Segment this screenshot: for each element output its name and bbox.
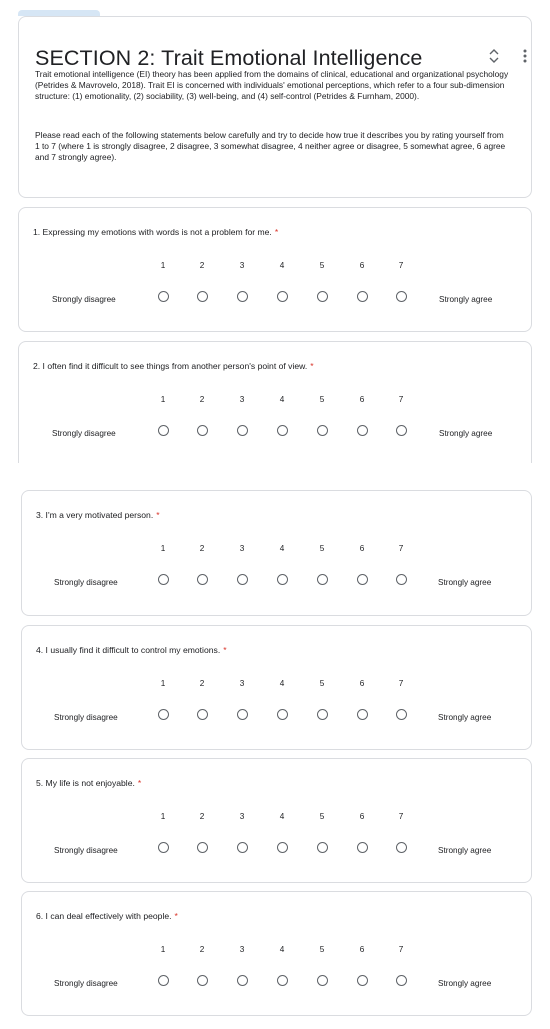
scale-number: 5 <box>319 679 325 688</box>
scale-number: 2 <box>199 812 205 821</box>
scale-high-label: Strongly agree <box>438 713 492 722</box>
section-description-2: Please read each of the following statements below carefully and try to decide how true it describes you by rating yourself from 1 to 7 (where 1 is strongly disagree, 2 disagree, 3 somewhat disagree, 4 neither agree or disagree, 5 somewhat agree, 6 agree and 7 strongly agree). <box>35 130 506 162</box>
required-asterisk: * <box>137 778 142 788</box>
section-description-1: Trait emotional intelligence (EI) theory has been applied from the domains of clinical, educational and organizational psychology (Petrides & Mavrovelo, 2018). Trait EI is concerned with individuals' emotional perceptions, which refer to a four sub-dimension structure: (1) emotionality, (2) sociability, (3) well-being, and (4) self-control (Petrides & Furnham, 2000). <box>35 69 509 101</box>
radio-option-4[interactable] <box>277 291 288 302</box>
required-asterisk: * <box>310 361 314 371</box>
radio-option-7[interactable] <box>396 291 407 302</box>
question-text <box>36 510 160 520</box>
question-text <box>33 227 278 237</box>
collapse-icon[interactable] <box>488 48 500 64</box>
radio-option-7[interactable] <box>396 574 407 585</box>
required-asterisk: * <box>223 645 227 655</box>
scale-number: 7 <box>398 544 404 553</box>
scale-number: 3 <box>239 261 245 270</box>
question-label: 3. I'm a very motivated person. <box>36 510 154 520</box>
radio-option-3[interactable] <box>237 574 248 585</box>
radio-option-3[interactable] <box>237 425 248 436</box>
radio-option-7[interactable] <box>396 975 407 986</box>
section-header-card <box>18 16 532 198</box>
scale-number: 6 <box>359 544 365 553</box>
scale-number: 5 <box>319 544 325 553</box>
radio-option-5[interactable] <box>317 709 328 720</box>
scale-number: 6 <box>359 812 365 821</box>
scale-number: 4 <box>279 679 285 688</box>
radio-option-5[interactable] <box>317 425 328 436</box>
scale-number: 5 <box>319 395 325 404</box>
scale-number: 5 <box>319 945 325 954</box>
scale-number: 1 <box>160 395 166 404</box>
scale-number: 4 <box>279 395 285 404</box>
question-label: 6. I can deal effectively with people. <box>36 911 172 921</box>
scale-number: 2 <box>199 544 205 553</box>
required-asterisk: * <box>274 227 279 237</box>
radio-option-2[interactable] <box>197 842 208 853</box>
question-card-3 <box>21 490 532 616</box>
scale-low-label: Strongly disagree <box>54 846 118 855</box>
scale-number: 5 <box>319 261 325 270</box>
scale-number: 4 <box>279 945 285 954</box>
radio-option-5[interactable] <box>317 842 328 853</box>
scale-high-label: Strongly agree <box>439 429 493 438</box>
scale-number: 1 <box>160 945 166 954</box>
radio-option-3[interactable] <box>237 975 248 986</box>
radio-option-7[interactable] <box>396 425 407 436</box>
question-text <box>36 778 141 788</box>
scale-number: 2 <box>199 395 205 404</box>
radio-option-4[interactable] <box>277 425 288 436</box>
radio-option-2[interactable] <box>197 975 208 986</box>
radio-option-3[interactable] <box>237 842 248 853</box>
radio-option-6[interactable] <box>357 709 368 720</box>
question-card-5 <box>21 758 532 883</box>
scale-high-label: Strongly agree <box>438 846 492 855</box>
scale-number: 1 <box>160 261 166 270</box>
scale-number: 1 <box>160 544 166 553</box>
scale-number: 4 <box>279 812 285 821</box>
radio-option-5[interactable] <box>317 574 328 585</box>
scale-number: 5 <box>319 812 325 821</box>
radio-option-2[interactable] <box>197 425 208 436</box>
scale-number: 7 <box>398 812 404 821</box>
radio-option-7[interactable] <box>396 709 407 720</box>
radio-option-2[interactable] <box>197 709 208 720</box>
scale-low-label: Strongly disagree <box>52 429 116 438</box>
radio-option-1[interactable] <box>158 291 169 302</box>
scale-number: 3 <box>239 679 245 688</box>
scale-high-label: Strongly agree <box>439 295 493 304</box>
radio-option-2[interactable] <box>197 291 208 302</box>
radio-option-1[interactable] <box>158 975 169 986</box>
scale-number: 7 <box>398 945 404 954</box>
scale-number: 6 <box>359 945 365 954</box>
required-asterisk: * <box>156 510 160 520</box>
scale-number: 1 <box>160 812 166 821</box>
question-card-4 <box>21 625 532 750</box>
question-card-6 <box>21 891 532 1016</box>
radio-option-1[interactable] <box>158 574 169 585</box>
radio-option-7[interactable] <box>396 842 407 853</box>
scale-number: 6 <box>359 261 365 270</box>
scale-low-label: Strongly disagree <box>52 295 116 304</box>
radio-option-6[interactable] <box>357 975 368 986</box>
scale-number: 3 <box>239 945 245 954</box>
screenshot-gap <box>0 463 550 479</box>
question-label: 2. I often find it difficult to see things from another person's point of view. <box>33 361 308 371</box>
scale-number: 4 <box>279 544 285 553</box>
question-text <box>36 645 227 655</box>
radio-option-4[interactable] <box>277 574 288 585</box>
scale-number: 7 <box>398 395 404 404</box>
radio-option-6[interactable] <box>357 574 368 585</box>
scale-low-label: Strongly disagree <box>54 578 118 587</box>
radio-option-5[interactable] <box>317 291 328 302</box>
radio-option-1[interactable] <box>158 842 169 853</box>
scale-high-label: Strongly agree <box>438 578 492 587</box>
radio-option-1[interactable] <box>158 425 169 436</box>
scale-number: 7 <box>398 679 404 688</box>
scale-number: 2 <box>199 679 205 688</box>
scale-low-label: Strongly disagree <box>54 713 118 722</box>
scale-high-label: Strongly agree <box>438 979 492 988</box>
scale-number: 4 <box>279 261 285 270</box>
radio-option-6[interactable] <box>357 291 368 302</box>
scale-low-label: Strongly disagree <box>54 979 118 988</box>
radio-option-3[interactable] <box>237 291 248 302</box>
scale-number: 3 <box>239 395 245 404</box>
scale-number: 6 <box>359 395 365 404</box>
required-asterisk: * <box>174 911 178 921</box>
more-vert-icon[interactable] <box>521 48 529 64</box>
radio-option-4[interactable] <box>277 842 288 853</box>
radio-option-4[interactable] <box>277 709 288 720</box>
question-label: 5. My life is not enjoyable. <box>36 778 135 788</box>
section-title: SECTION 2: Trait Emotional Intelligence <box>35 46 423 70</box>
scale-number: 1 <box>160 679 166 688</box>
question-label: 4. I usually find it difficult to control my emotions. <box>36 645 221 655</box>
question-text <box>33 361 314 371</box>
scale-number: 7 <box>398 261 404 270</box>
radio-option-4[interactable] <box>277 975 288 986</box>
radio-option-2[interactable] <box>197 574 208 585</box>
scale-number: 3 <box>239 812 245 821</box>
scale-number: 3 <box>239 544 245 553</box>
radio-option-5[interactable] <box>317 975 328 986</box>
radio-option-6[interactable] <box>357 842 368 853</box>
radio-option-6[interactable] <box>357 425 368 436</box>
radio-option-1[interactable] <box>158 709 169 720</box>
radio-option-3[interactable] <box>237 709 248 720</box>
scale-number: 6 <box>359 679 365 688</box>
question-label: 1. Expressing my emotions with words is not a problem for me. <box>33 227 272 237</box>
question-card-1 <box>18 207 532 332</box>
question-card-2 <box>18 341 532 471</box>
scale-number: 2 <box>199 261 205 270</box>
scale-number: 2 <box>199 945 205 954</box>
question-text <box>36 911 178 921</box>
